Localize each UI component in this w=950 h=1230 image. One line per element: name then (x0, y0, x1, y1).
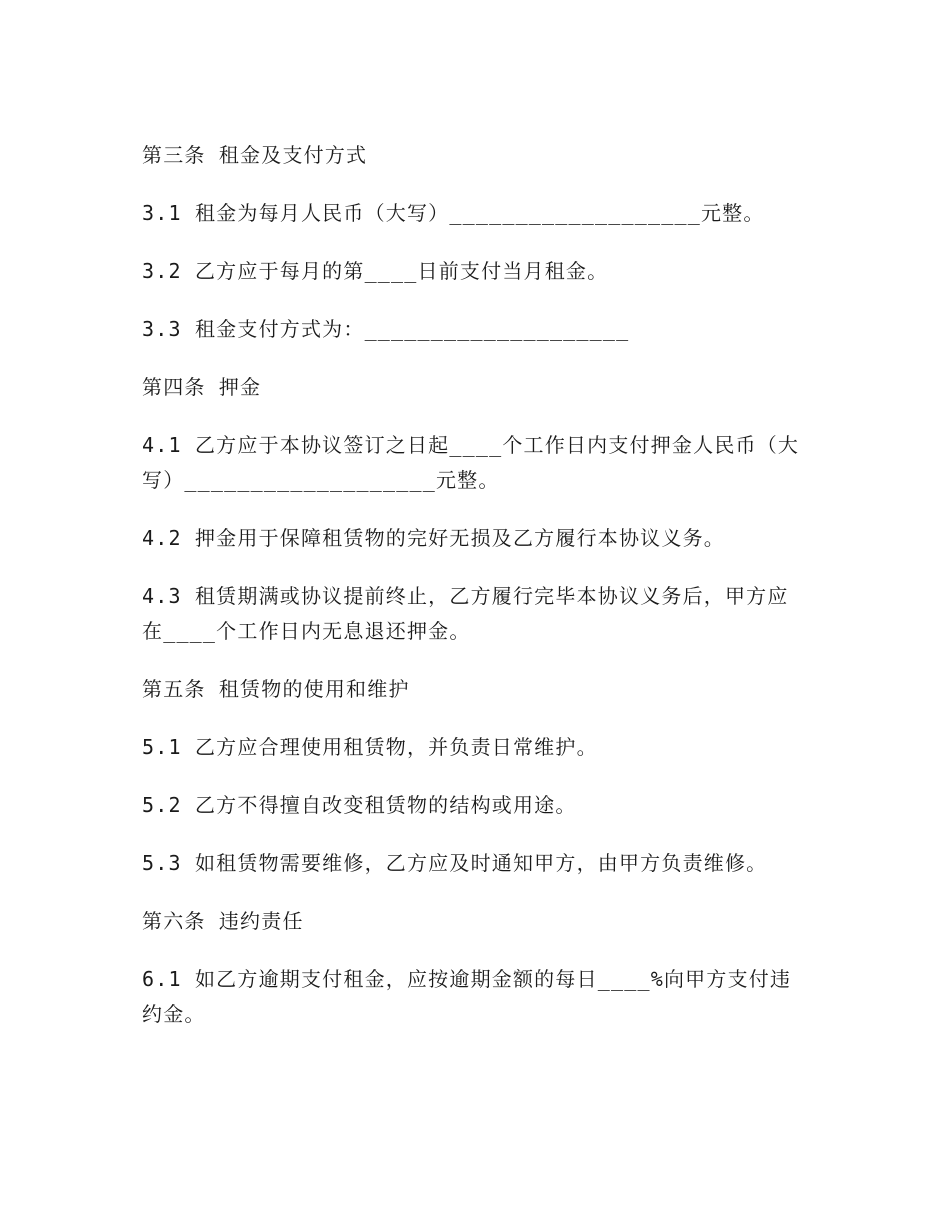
section-heading-6: 第六条 违约责任 (142, 909, 304, 933)
clause-3-1: 3.1 租金为每月人民币（大写）___________________元整。 (142, 201, 765, 225)
clause-4-3: 4.3 租赁期满或协议提前终止，乙方履行完毕本协议义务后，甲方应在____个工作日内无息退还押金。 (142, 584, 789, 643)
clause-3-3: 3.3 租金支付方式为：____________________ (142, 317, 630, 341)
section-heading-5: 第五条 租赁物的使用和维护 (142, 677, 410, 701)
section-heading-3: 第三条 租金及支付方式 (142, 143, 368, 167)
document-body (142, 138, 802, 1032)
clause-5-2: 5.2 乙方不得擅自改变租赁物的结构或用途。 (142, 793, 577, 817)
clause-4-2: 4.2 押金用于保障租赁物的完好无损及乙方履行本协议义务。 (142, 526, 725, 550)
clause-3-2: 3.2 乙方应于每月的第____日前支付当月租金。 (142, 259, 609, 283)
clause-5-3: 5.3 如租赁物需要维修，乙方应及时通知甲方，由甲方负责维修。 (142, 851, 768, 875)
clause-6-1: 6.1 如乙方逾期支付租金，应按逾期金额的每日____%向甲方支付违约金。 (142, 967, 792, 1026)
section-heading-4: 第四条 押金 (142, 375, 262, 399)
clause-5-1: 5.1 乙方应合理使用租赁物，并负责日常维护。 (142, 735, 598, 759)
clause-4-1: 4.1 乙方应于本协议签订之日起____个工作日内支付押金人民币（大写）___________________元整。 (142, 433, 800, 492)
